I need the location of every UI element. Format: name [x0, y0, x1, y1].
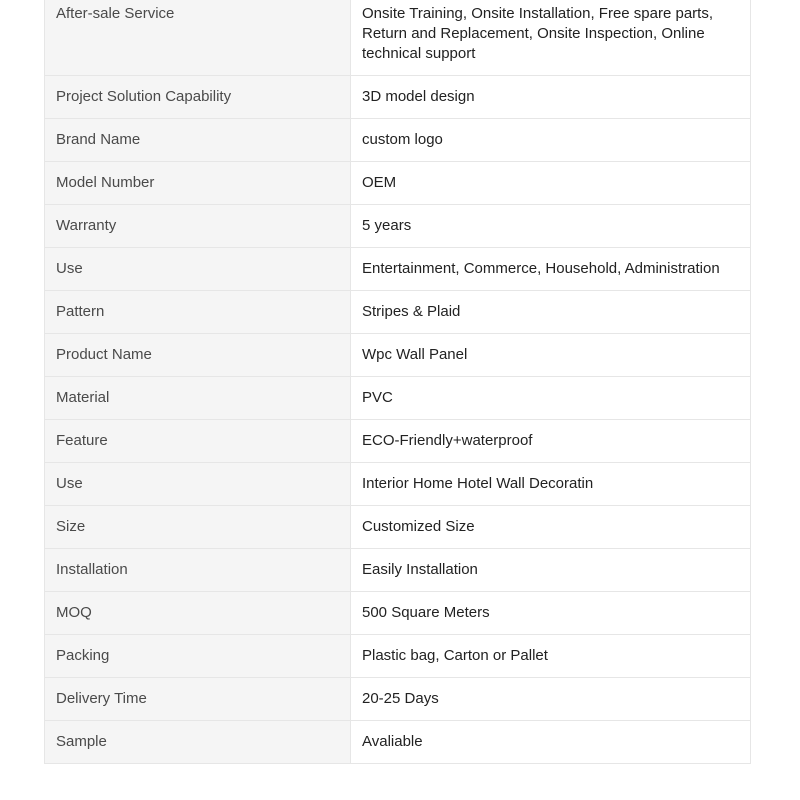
spec-value: 500 Square Meters	[351, 592, 751, 635]
spec-label: Size	[45, 506, 351, 549]
spec-value: Wpc Wall Panel	[351, 334, 751, 377]
table-row	[45, 506, 751, 549]
spec-label: Warranty	[45, 205, 351, 248]
spec-value: ECO-Friendly+waterproof	[351, 420, 751, 463]
spec-label: Brand Name	[45, 119, 351, 162]
product-spec-table-container	[44, 0, 751, 764]
spec-value: OEM	[351, 162, 751, 205]
spec-value: Easily Installation	[351, 549, 751, 592]
table-row	[45, 549, 751, 592]
spec-value: 3D model design	[351, 76, 751, 119]
spec-label: Pattern	[45, 291, 351, 334]
spec-label: Use	[45, 463, 351, 506]
spec-label: Use	[45, 248, 351, 291]
spec-value: 5 years	[351, 205, 751, 248]
table-row	[45, 205, 751, 248]
spec-label: Project Solution Capability	[45, 76, 351, 119]
spec-label: Model Number	[45, 162, 351, 205]
table-row	[45, 721, 751, 764]
spec-value: Onsite Training, Onsite Installation, Free spare parts, Return and Replacement, Onsite Inspection, Online technical support	[351, 0, 751, 76]
table-row	[45, 678, 751, 721]
table-row	[45, 0, 751, 76]
table-row	[45, 463, 751, 506]
table-row	[45, 635, 751, 678]
table-row	[45, 162, 751, 205]
spec-label: Feature	[45, 420, 351, 463]
spec-value: Avaliable	[351, 721, 751, 764]
spec-label: After-sale Service	[45, 0, 351, 76]
spec-value: Interior Home Hotel Wall Decoratin	[351, 463, 751, 506]
spec-value: Stripes & Plaid	[351, 291, 751, 334]
spec-value: 20-25 Days	[351, 678, 751, 721]
table-row	[45, 248, 751, 291]
spec-label: Installation	[45, 549, 351, 592]
spec-value: PVC	[351, 377, 751, 420]
spec-value: Entertainment, Commerce, Household, Administration	[351, 248, 751, 291]
spec-label: Sample	[45, 721, 351, 764]
spec-label: Product Name	[45, 334, 351, 377]
spec-label: Packing	[45, 635, 351, 678]
spec-label: MOQ	[45, 592, 351, 635]
table-row	[45, 334, 751, 377]
spec-label: Material	[45, 377, 351, 420]
spec-value: custom logo	[351, 119, 751, 162]
table-row	[45, 76, 751, 119]
spec-value: Customized Size	[351, 506, 751, 549]
table-row	[45, 377, 751, 420]
table-row	[45, 119, 751, 162]
table-row	[45, 291, 751, 334]
spec-label: Delivery Time	[45, 678, 351, 721]
product-spec-table	[44, 0, 751, 764]
spec-value: Plastic bag, Carton or Pallet	[351, 635, 751, 678]
table-row	[45, 592, 751, 635]
table-row	[45, 420, 751, 463]
